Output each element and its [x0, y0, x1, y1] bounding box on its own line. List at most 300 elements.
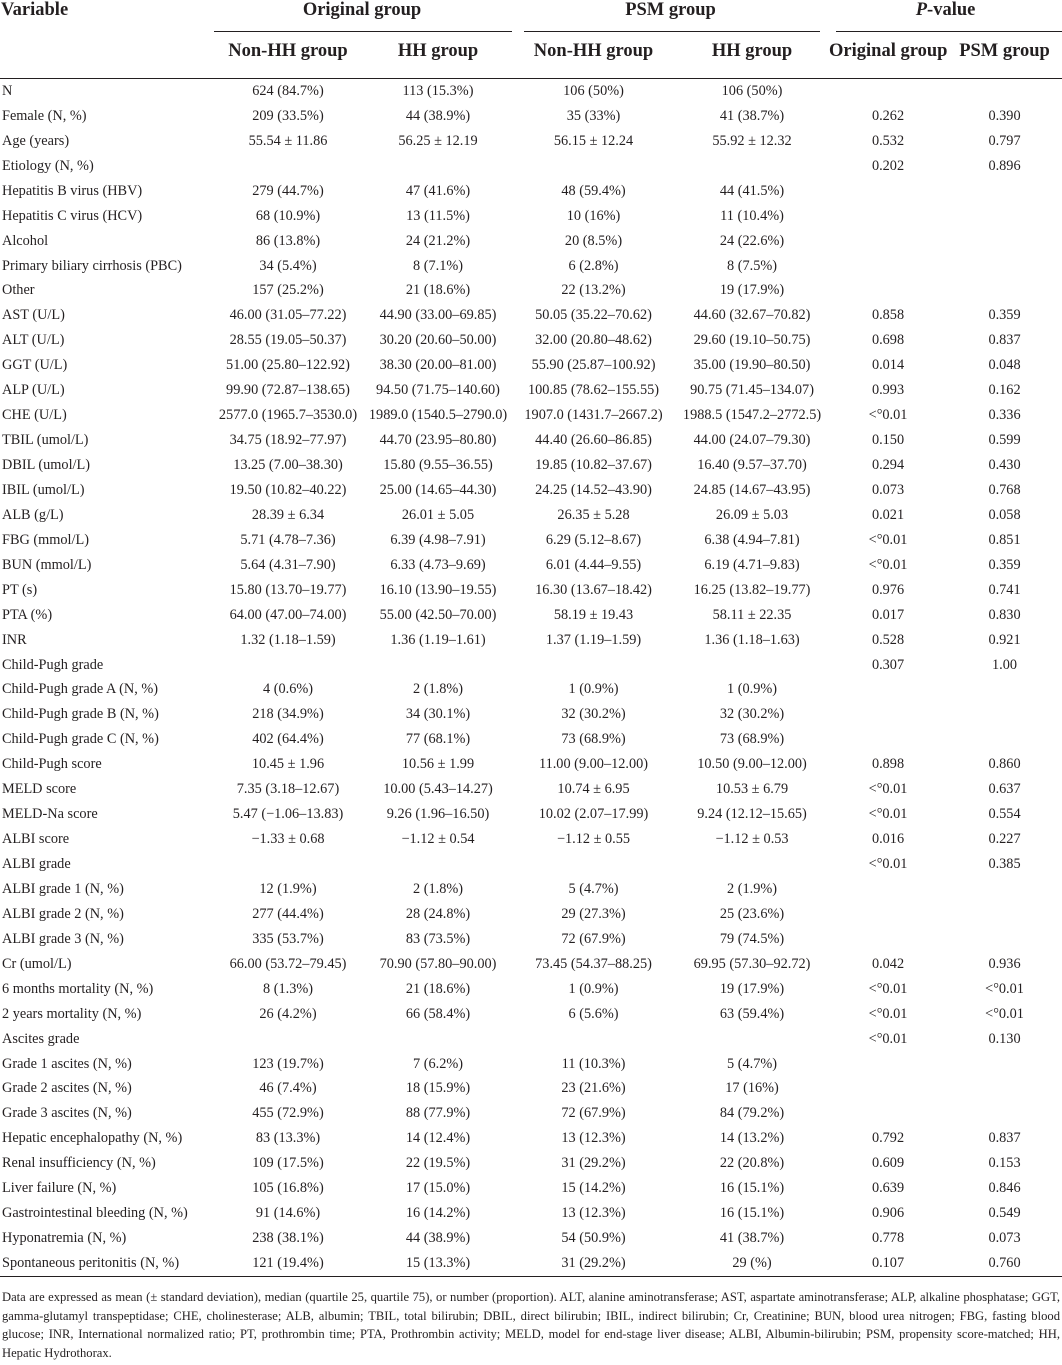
cell-p-original — [829, 254, 947, 279]
cell-p-original: <°0.01 — [868, 1005, 908, 1022]
cell-p-original: 0.150 — [871, 432, 905, 449]
cell-psm-non-hh: 10.02 (2.07–17.99) — [538, 806, 649, 823]
subheader-original-non-hh: Non-HH group — [212, 31, 364, 79]
cell-p-original: 0.016 — [871, 831, 905, 848]
cell-label: ALT (U/L) — [2, 332, 65, 349]
table-row — [0, 727, 1062, 752]
cell-original-non-hh: 91 (14.6%) — [255, 1205, 321, 1222]
cell-original-hh: 18 (15.9%) — [405, 1080, 471, 1097]
table-row — [0, 1176, 1062, 1201]
cell-p-psm — [947, 229, 1062, 254]
cell-psm-hh: 29 (%) — [675, 1251, 829, 1276]
header-blank — [0, 31, 212, 79]
cell-label: Child-Pugh grade — [2, 656, 104, 673]
cell-original-hh: 16 (14.2%) — [405, 1205, 471, 1222]
cell-psm-hh: 63 (59.4%) — [719, 1005, 785, 1022]
cell-label: INR — [2, 631, 27, 648]
cell-original-hh: 6.39 (4.98–7.91) — [390, 531, 486, 548]
cell-psm-non-hh — [512, 154, 675, 179]
cell-label: Spontaneous peritonitis (N, %) — [0, 1251, 212, 1276]
cell-label: N — [2, 82, 13, 99]
cell-p-original: 0.014 — [871, 357, 905, 374]
header-row-subgroups — [0, 31, 1062, 79]
cell-p-original: 0.021 — [871, 506, 905, 523]
cell-p-psm: 0.637 — [988, 781, 1021, 798]
cell-p-psm: 0.430 — [988, 457, 1021, 474]
table-row — [0, 478, 1062, 503]
cell-label: Grade 3 ascites (N, %) — [2, 1105, 132, 1122]
table-row — [0, 1201, 1062, 1226]
cell-p-original: <°0.01 — [868, 1030, 908, 1047]
cell-psm-hh — [675, 852, 829, 877]
cell-label: PTA (%) — [2, 606, 53, 623]
cell-p-psm — [947, 254, 1062, 279]
table-row — [0, 328, 1062, 353]
table-row — [0, 104, 1062, 129]
cell-original-non-hh: 279 (44.7%) — [252, 182, 324, 199]
cell-original-non-hh: 5.71 (4.78–7.36) — [240, 531, 336, 548]
cell-label: Hepatic encephalopathy (N, %) — [2, 1130, 183, 1147]
cell-psm-hh — [675, 154, 829, 179]
cell-original-non-hh: −1.33 ± 0.68 — [251, 831, 325, 848]
cell-psm-non-hh: 58.19 ± 19.43 — [553, 606, 634, 623]
cell-original-hh: 77 (68.1%) — [405, 731, 471, 748]
cell-psm-hh: 17 (16%) — [725, 1080, 779, 1097]
cell-original-non-hh: 8 (1.3%) — [262, 980, 314, 997]
cell-psm-hh: 10.50 (9.00–12.00) — [697, 756, 807, 773]
cell-original-hh: 10.00 (5.43–14.27) — [383, 781, 493, 798]
cell-psm-non-hh: 6.01 (4.44–9.55) — [545, 556, 642, 573]
cell-psm-hh: 6.19 (4.71–9.83) — [704, 556, 800, 573]
cell-psm-hh: 1 (0.9%) — [727, 681, 778, 698]
cell-original-hh: 25.00 (14.65–44.30) — [379, 481, 497, 498]
cell-label: IBIL (umol/L) — [2, 481, 85, 498]
cell-p-original — [829, 1052, 947, 1077]
cell-original-non-hh: 99.90 (72.87–138.65) — [226, 382, 350, 399]
cell-original-hh: 15.80 (9.55–36.55) — [383, 457, 493, 474]
table-header — [0, 0, 1062, 79]
header-variable: Variable — [1, 0, 69, 20]
cell-original-non-hh: 7.35 (3.18–12.67) — [236, 781, 340, 798]
cell-psm-non-hh: 73.45 (54.37–88.25) — [535, 955, 652, 972]
cell-p-psm — [947, 727, 1062, 752]
cell-p-psm: 0.936 — [988, 955, 1021, 972]
cell-psm-hh: 6.38 (4.94–7.81) — [704, 531, 800, 548]
cell-original-non-hh: 2577.0 (1965.7–3530.0) — [218, 407, 358, 424]
table-row — [0, 777, 1062, 802]
cell-p-psm: 0.599 — [988, 432, 1021, 449]
cell-p-original — [829, 179, 947, 204]
cell-psm-non-hh: 32 (30.2%) — [561, 706, 626, 723]
cell-original-hh: 94.50 (71.75–140.60) — [376, 382, 500, 399]
table-row — [0, 528, 1062, 553]
cell-psm-non-hh: 72 (67.9%) — [561, 930, 626, 947]
cell-p-original — [829, 1077, 947, 1102]
cell-p-original: 0.017 — [871, 606, 905, 623]
cell-p-original: <°0.01 — [868, 806, 908, 823]
cell-label: ALBI grade — [2, 856, 71, 873]
cell-original-non-hh: 64.00 (47.00–74.00) — [229, 606, 347, 623]
cell-label: Hyponatremia (N, %) — [2, 1230, 127, 1247]
cell-psm-hh: 14 (13.2%) — [719, 1130, 785, 1147]
table-row — [0, 229, 1062, 254]
cell-p-original — [829, 1101, 947, 1126]
cell-p-original — [829, 727, 947, 752]
cell-original-non-hh — [212, 653, 364, 678]
cell-label: ALB (g/L) — [2, 506, 64, 523]
table-row — [0, 1002, 1062, 1027]
cell-label: Child-Pugh grade B (N, %) — [2, 706, 159, 723]
cell-original-non-hh: 86 (13.8%) — [255, 232, 321, 249]
cell-psm-hh: 84 (79.2%) — [719, 1105, 785, 1122]
table-row — [0, 154, 1062, 179]
cell-psm-non-hh: 26.35 ± 5.28 — [557, 506, 630, 523]
cell-p-psm: 1.00 — [992, 656, 1018, 673]
cell-label: Hepatitis B virus (HBV) — [2, 182, 143, 199]
cell-label: Cr (umol/L) — [2, 955, 72, 972]
cell-psm-hh: 44.60 (32.67–70.82) — [693, 307, 811, 324]
cell-label: PT (s) — [2, 581, 38, 598]
table-row — [0, 752, 1062, 777]
cell-p-original: <°0.01 — [868, 781, 908, 798]
cell-psm-non-hh: 19.85 (10.82–37.67) — [535, 457, 652, 474]
cell-p-psm: 0.768 — [988, 481, 1021, 498]
table-row — [0, 353, 1062, 378]
group-rule-original — [214, 31, 512, 32]
table-row — [0, 428, 1062, 453]
cell-original-non-hh: 218 (34.9%) — [252, 706, 324, 723]
table-row — [0, 453, 1062, 478]
cell-p-original — [829, 927, 947, 952]
cell-psm-non-hh: 44.40 (26.60–86.85) — [535, 432, 652, 449]
cell-original-hh: 10.56 ± 1.99 — [401, 756, 475, 773]
cell-label: Child-Pugh grade C (N, %) — [2, 731, 159, 748]
cell-psm-hh: 10.53 ± 6.79 — [715, 781, 789, 798]
cell-psm-non-hh: 10 (16%) — [566, 207, 621, 224]
cell-original-non-hh: 402 (64.4%) — [252, 731, 324, 748]
cell-label: Age (years) — [2, 132, 70, 149]
cell-label: ALBI grade 3 (N, %) — [2, 930, 124, 947]
cell-original-hh: 55.00 (42.50–70.00) — [379, 606, 497, 623]
cell-psm-hh: 69.95 (57.30–92.72) — [693, 955, 811, 972]
cell-p-original — [829, 678, 947, 703]
cell-original-hh: 6.33 (4.73–9.69) — [390, 556, 486, 573]
table-row — [0, 129, 1062, 154]
cell-label: Renal insufficiency (N, %) — [2, 1155, 156, 1172]
cell-p-original: 0.307 — [871, 656, 905, 673]
cell-p-psm: 0.385 — [988, 856, 1021, 873]
cell-original-non-hh: 277 (44.4%) — [252, 905, 324, 922]
cell-p-original: <°0.01 — [868, 407, 908, 424]
cell-original-non-hh: 19.50 (10.82–40.22) — [229, 481, 347, 498]
cell-original-non-hh: 109 (17.5%) — [252, 1155, 324, 1172]
cell-label: ALBI grade 2 (N, %) — [2, 905, 124, 922]
cell-psm-non-hh: 54 (50.9%) — [561, 1230, 626, 1247]
table-row — [0, 303, 1062, 328]
cell-psm-non-hh: 23 (21.6%) — [561, 1080, 626, 1097]
cell-psm-non-hh: 1907.0 (1431.7–2667.2) — [524, 407, 663, 424]
cell-psm-hh: 26.09 ± 5.03 — [715, 506, 789, 523]
cell-original-hh: 1.36 (1.19–1.61) — [390, 631, 486, 648]
cell-p-original: 0.107 — [829, 1251, 947, 1276]
cell-psm-non-hh: 29 (27.3%) — [561, 905, 626, 922]
cell-original-hh: 66 (58.4%) — [405, 1005, 471, 1022]
table-row — [0, 952, 1062, 977]
cell-p-psm: 0.549 — [988, 1205, 1021, 1222]
header-p-letter: P — [915, 0, 928, 20]
cell-original-non-hh: 83 (13.3%) — [255, 1130, 321, 1147]
cell-label: ALP (U/L) — [2, 382, 65, 399]
cell-p-original: <°0.01 — [868, 531, 908, 548]
cell-psm-non-hh: 1.37 (1.19–1.59) — [545, 631, 642, 648]
cell-label: Liver failure (N, %) — [2, 1180, 117, 1197]
cell-psm-hh: 79 (74.5%) — [719, 930, 785, 947]
table-row — [0, 877, 1062, 902]
cell-psm-non-hh: 55.90 (25.87–100.92) — [531, 357, 656, 374]
cell-original-non-hh: 5.47 (−1.06–13.83) — [232, 806, 344, 823]
cell-psm-non-hh: 16.30 (13.67–18.42) — [535, 581, 652, 598]
cell-label: ALBI score — [2, 831, 70, 848]
cell-p-original: 0.993 — [871, 382, 905, 399]
cell-original-hh: 44.70 (23.95–80.80) — [379, 432, 497, 449]
cell-psm-hh: 58.11 ± 22.35 — [712, 606, 792, 623]
cell-original-hh: 44.90 (33.00–69.85) — [379, 307, 497, 324]
cell-psm-non-hh: 48 (59.4%) — [561, 182, 626, 199]
cell-psm-hh: 2 (1.9%) — [727, 880, 778, 897]
cell-original-hh: 26.01 ± 5.05 — [401, 506, 475, 523]
cell-label: Grade 1 ascites (N, %) — [2, 1055, 132, 1072]
cell-label: TBIL (umol/L) — [2, 432, 89, 449]
cell-psm-non-hh: 22 (13.2%) — [561, 282, 626, 299]
cell-original-hh: 15 (13.3%) — [364, 1251, 512, 1276]
cell-psm-non-hh: 5 (4.7%) — [568, 880, 619, 897]
cell-original-non-hh: 335 (53.7%) — [252, 930, 324, 947]
cell-original-hh: 2 (1.8%) — [412, 681, 464, 698]
cell-label: Primary biliary cirrhosis (PBC) — [2, 257, 182, 274]
cell-psm-non-hh: 1 (0.9%) — [568, 681, 619, 698]
cell-label: Alcohol — [2, 232, 49, 249]
cell-psm-hh: 25 (23.6%) — [719, 905, 785, 922]
cell-psm-hh: 90.75 (71.45–134.07) — [690, 382, 814, 399]
cell-p-psm: 0.048 — [988, 357, 1021, 374]
cell-original-hh: 14 (12.4%) — [405, 1130, 471, 1147]
cell-psm-hh: 19 (17.9%) — [719, 282, 785, 299]
cell-original-non-hh: 157 (25.2%) — [252, 282, 324, 299]
table-row — [0, 578, 1062, 603]
cell-psm-hh: 55.92 ± 12.32 — [712, 132, 792, 149]
group-rule-p-value — [836, 31, 1062, 32]
table-row — [0, 1101, 1062, 1126]
cell-p-psm: 0.058 — [988, 506, 1021, 523]
cell-p-psm — [947, 279, 1062, 304]
cell-original-non-hh — [212, 154, 364, 179]
cell-p-psm: 0.336 — [988, 407, 1021, 424]
cell-psm-non-hh: 6 (5.6%) — [568, 1005, 619, 1022]
table-row — [0, 702, 1062, 727]
cell-original-hh: 56.25 ± 12.19 — [398, 132, 478, 149]
cell-p-original — [829, 702, 947, 727]
group-rule-psm — [524, 31, 820, 32]
cell-p-original: 0.792 — [871, 1130, 905, 1147]
cell-psm-non-hh: 106 (50%) — [563, 82, 624, 99]
cell-original-hh: 17 (15.0%) — [405, 1180, 471, 1197]
cell-p-psm — [947, 877, 1062, 902]
cell-psm-hh: 24.85 (14.67–43.95) — [693, 481, 811, 498]
cell-original-non-hh: 10.45 ± 1.96 — [251, 756, 325, 773]
cell-label: DBIL (umol/L) — [2, 457, 91, 474]
table-row — [0, 902, 1062, 927]
cell-original-non-hh: 28.55 (19.05–50.37) — [229, 332, 347, 349]
cell-original-non-hh: 55.54 ± 11.86 — [248, 132, 328, 149]
cell-original-non-hh: 105 (16.8%) — [252, 1180, 324, 1197]
cell-p-psm — [947, 179, 1062, 204]
cell-p-psm — [947, 1052, 1062, 1077]
cell-original-non-hh: 68 (10.9%) — [255, 207, 321, 224]
table-row — [0, 1226, 1062, 1251]
cell-psm-hh: 24 (22.6%) — [719, 232, 785, 249]
cell-original-hh: 34 (30.1%) — [405, 706, 471, 723]
cell-original-non-hh: 5.64 (4.31–7.90) — [240, 556, 336, 573]
cell-psm-non-hh — [512, 852, 675, 877]
cell-psm-hh: 1988.5 (1547.2–2772.5) — [682, 407, 822, 424]
subheader-psm-non-hh: Non-HH group — [512, 31, 675, 79]
cell-original-hh: 13 (11.5%) — [406, 207, 470, 224]
cell-psm-non-hh: 24.25 (14.52–43.90) — [535, 481, 652, 498]
cell-original-non-hh: 51.00 (25.80–122.92) — [226, 357, 350, 374]
table-row — [0, 378, 1062, 403]
cell-p-original: 0.294 — [871, 457, 905, 474]
cell-psm-non-hh: 1 (0.9%) — [568, 980, 619, 997]
cell-original-non-hh: 15.80 (13.70–19.77) — [229, 581, 347, 598]
cell-psm-hh: 16.40 (9.57–37.70) — [697, 457, 807, 474]
cell-original-non-hh: 26 (4.2%) — [259, 1005, 317, 1022]
table-row — [0, 603, 1062, 628]
table-row — [0, 852, 1062, 877]
cell-p-psm: 0.359 — [988, 307, 1021, 324]
cell-original-hh: 70.90 (57.80–90.00) — [379, 955, 497, 972]
cell-psm-non-hh — [512, 653, 675, 678]
table-row — [0, 977, 1062, 1002]
table-row — [0, 1077, 1062, 1102]
cell-p-original — [829, 279, 947, 304]
cell-label: Female (N, %) — [2, 107, 87, 124]
cell-psm-hh: 44 (41.5%) — [719, 182, 785, 199]
cell-psm-hh: 32 (30.2%) — [719, 706, 785, 723]
cell-psm-hh: 9.24 (12.12–15.65) — [697, 806, 807, 823]
cell-original-non-hh: 624 (84.7%) — [252, 82, 324, 99]
cell-p-psm: <°0.01 — [985, 980, 1024, 997]
cell-p-original: <°0.01 — [868, 980, 908, 997]
cell-psm-hh — [675, 1027, 829, 1052]
cell-psm-non-hh: 15 (14.2%) — [561, 1180, 626, 1197]
cell-p-psm — [947, 678, 1062, 703]
cell-p-original: 0.528 — [871, 631, 905, 648]
cell-p-psm: 0.130 — [988, 1030, 1021, 1047]
cell-label: Etiology (N, %) — [2, 157, 94, 174]
cell-psm-hh: 41 (38.7%) — [719, 1230, 785, 1247]
table-row — [0, 179, 1062, 204]
cell-label: Ascites grade — [2, 1030, 80, 1047]
table-row — [0, 204, 1062, 229]
subheader-original-hh: HH group — [364, 31, 512, 79]
cell-psm-non-hh — [512, 1027, 675, 1052]
cell-p-psm — [947, 702, 1062, 727]
cell-original-non-hh: 46 (7.4%) — [259, 1080, 317, 1097]
header-row-groups — [0, 0, 1062, 31]
table-row — [0, 503, 1062, 528]
cell-p-original: 0.532 — [871, 132, 905, 149]
cell-original-hh — [364, 154, 512, 179]
cell-psm-hh: 35.00 (19.90–80.50) — [693, 357, 811, 374]
cell-psm-non-hh: 20 (8.5%) — [564, 232, 623, 249]
cell-label: BUN (mmol/L) — [2, 556, 92, 573]
cell-label: MELD-Na score — [2, 806, 98, 823]
cell-original-non-hh: 46.00 (31.05–77.22) — [229, 307, 347, 324]
cell-p-psm — [947, 1077, 1062, 1102]
table-row — [0, 403, 1062, 428]
cell-label: FBG (mmol/L) — [2, 531, 89, 548]
cell-original-hh: −1.12 ± 0.54 — [401, 831, 475, 848]
table-row — [0, 927, 1062, 952]
cell-psm-non-hh: 13 (12.3%) — [561, 1130, 626, 1147]
cell-psm-non-hh: 35 (33%) — [566, 107, 621, 124]
cell-p-psm: 0.073 — [988, 1230, 1021, 1247]
cell-original-hh: 44 (38.9%) — [405, 107, 471, 124]
cell-psm-hh: 41 (38.7%) — [719, 107, 785, 124]
cell-psm-non-hh: −1.12 ± 0.55 — [556, 831, 631, 848]
table-footnote: Data are expressed as mean (± standard deviation), median (quartile 25, quartile 75), or number (proportion). ALT, alanine aminotransferase; AST, aspartate aminotransferase; ALP, alkaline phosphatase; GGT, gamma-glutamyl transpeptidase; CHE, cholinesterase; ALB, albumin; TBIL, total bilirubin; DBIL, direct bilirubin; IBIL, indirect bilirubin; Cr, Creatinine; BUN, blood urea nitrogen; FBG, fasting blood glucose; INR, International normalized ratio; PT, prothrombin time; PTA, Prothrombin activity; MELD, model for end-stage liver disease; ALBI, Albumin-bilirubin; PSM, propensity score-matched; HH, Hepatic Hydrothorax. — [2, 1290, 1060, 1360]
cell-psm-hh: 16.25 (13.82–19.77) — [693, 581, 811, 598]
cell-original-non-hh: 13.25 (7.00–38.30) — [233, 457, 343, 474]
cell-original-non-hh: 34 (5.4%) — [259, 257, 317, 274]
cell-original-hh — [364, 852, 512, 877]
cell-p-psm — [947, 927, 1062, 952]
cell-p-original — [829, 79, 947, 104]
header-original-group: Original group — [302, 0, 422, 20]
cell-psm-hh: 29.60 (19.10–50.75) — [693, 332, 811, 349]
table-row — [0, 678, 1062, 703]
cell-p-original: <°0.01 — [868, 556, 908, 573]
cell-p-original: 0.042 — [871, 955, 905, 972]
cell-p-psm: 0.227 — [988, 831, 1021, 848]
table-row — [0, 827, 1062, 852]
cell-psm-non-hh: 100.85 (78.62–155.55) — [527, 382, 660, 399]
table-row — [0, 1251, 1062, 1276]
cell-p-original — [829, 204, 947, 229]
cell-original-hh: 1989.0 (1540.5–2790.0) — [368, 407, 508, 424]
cell-original-hh: 9.26 (1.96–16.50) — [386, 806, 490, 823]
cell-original-non-hh: 34.75 (18.92–77.97) — [229, 432, 347, 449]
cell-original-hh: 7 (6.2%) — [412, 1055, 464, 1072]
cell-psm-hh: 11 (10.4%) — [720, 207, 784, 224]
cell-original-hh: 38.30 (20.00–81.00) — [379, 357, 497, 374]
cell-label: Hepatitis C virus (HCV) — [2, 207, 143, 224]
cell-psm-hh: 44.00 (24.07–79.30) — [693, 432, 811, 449]
cell-psm-hh: 8 (7.5%) — [727, 257, 778, 274]
cell-psm-non-hh: 11 (10.3%) — [561, 1055, 626, 1072]
table-row — [0, 254, 1062, 279]
table-row — [0, 279, 1062, 304]
cell-p-psm — [947, 902, 1062, 927]
cell-psm-hh: 22 (20.8%) — [719, 1155, 785, 1172]
cell-psm-hh: 19 (17.9%) — [719, 980, 785, 997]
cell-original-hh: 44 (38.9%) — [405, 1230, 471, 1247]
table-body — [0, 79, 1062, 1277]
cell-psm-hh — [675, 653, 829, 678]
cell-original-non-hh: 28.39 ± 6.34 — [251, 506, 325, 523]
cell-original-non-hh: 4 (0.6%) — [262, 681, 314, 698]
cell-original-non-hh — [212, 852, 364, 877]
